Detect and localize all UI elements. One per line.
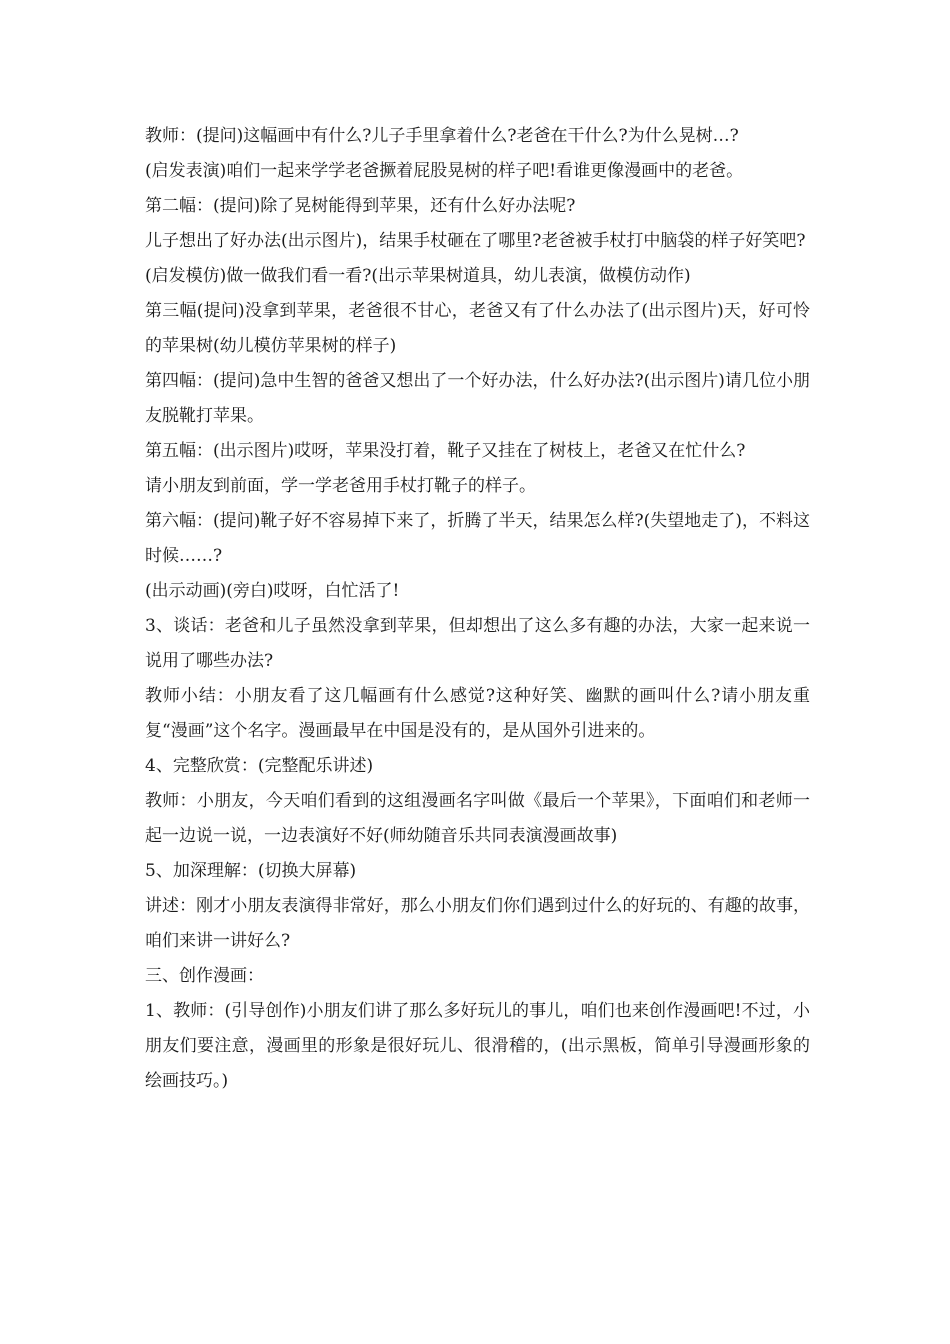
paragraph-animation-narration: (出示动画)(旁白)哎呀，白忙活了! (145, 581, 400, 601)
paragraph-sixth-picture: 第六幅：(提问)靴子好不容易掉下来了，折腾了半天，结果怎么样?(失望地走了)，不料这时候……? (145, 511, 810, 566)
paragraph-section-4-appreciation: 4、完整欣赏：(完整配乐讲述) (145, 756, 374, 776)
paragraph-inspire-performance: (启发表演)咱们一起来学学老爸撅着屁股晃树的样子吧!看谁更像漫画中的老爸。 (145, 161, 744, 181)
document-body (145, 119, 810, 1099)
paragraph-narration-stories: 讲述：刚才小朋友表演得非常好，那么小朋友们你们遇到过什么的好玩的、有趣的故事，咱们来讲一讲好么? (145, 896, 810, 951)
paragraph-second-picture: 第二幅：(提问)除了晃树能得到苹果，还有什么好办法呢? (145, 196, 576, 216)
paragraph-third-picture: 第三幅(提问)没拿到苹果，老爸很不甘心，老爸又有了什么办法了(出示图片)天，好可怜的苹果树(幼儿模仿苹果树的样子) (145, 301, 810, 356)
paragraph-section-3-talk: 3、谈话：老爸和儿子虽然没拿到苹果，但却想出了这么多有趣的办法，大家一起来说一说用了哪些办法? (145, 616, 810, 671)
paragraph-teacher-last-apple: 教师：小朋友，今天咱们看到的这组漫画名字叫做《最后一个苹果》，下面咱们和老师一起一边说一说，一边表演好不好(师幼随音乐共同表演漫画故事) (145, 791, 810, 846)
paragraph-teacher-summary: 教师小结：小朋友看了这几幅画有什么感觉?这种好笑、幽默的画叫什么?请小朋友重复“漫画”这个名字。漫画最早在中国是没有的，是从国外引进来的。 (145, 686, 810, 741)
paragraph-inspire-imitation: (启发模仿)做一做我们看一看?(出示苹果树道具，幼儿表演，做模仿动作) (145, 266, 691, 286)
paragraph-fifth-picture: 第五幅：(出示图片)哎呀，苹果没打着，靴子又挂在了树枝上，老爸又在忙什么? (145, 441, 746, 461)
paragraph-section-5-understanding: 5、加深理解：(切换大屏幕) (145, 861, 357, 881)
paragraph-teacher-question-1: 教师：(提问)这幅画中有什么?儿子手里拿着什么?老爸在干什么?为什么晃树…? (145, 126, 739, 146)
paragraph-guided-creation: 1、教师：(引导创作)小朋友们讲了那么多好玩儿的事儿，咱们也来创作漫画吧!不过，小朋友们要注意，漫画里的形象是很好玩儿、很滑稽的，(出示黑板，简单引导漫画形象的绘画技巧。) (145, 1001, 810, 1091)
paragraph-son-idea: 儿子想出了好办法(出示图片)，结果手杖砸在了哪里?老爸被手杖打中脑袋的样子好笑吧? (145, 231, 806, 251)
paragraph-imitate-father: 请小朋友到前面，学一学老爸用手杖打靴子的样子。 (145, 476, 536, 496)
paragraph-fourth-picture: 第四幅：(提问)急中生智的爸爸又想出了一个好办法，什么好办法?(出示图片)请几位小朋友脱靴打苹果。 (145, 371, 810, 426)
heading-section-three-create-comics: 三、创作漫画： (145, 966, 264, 986)
